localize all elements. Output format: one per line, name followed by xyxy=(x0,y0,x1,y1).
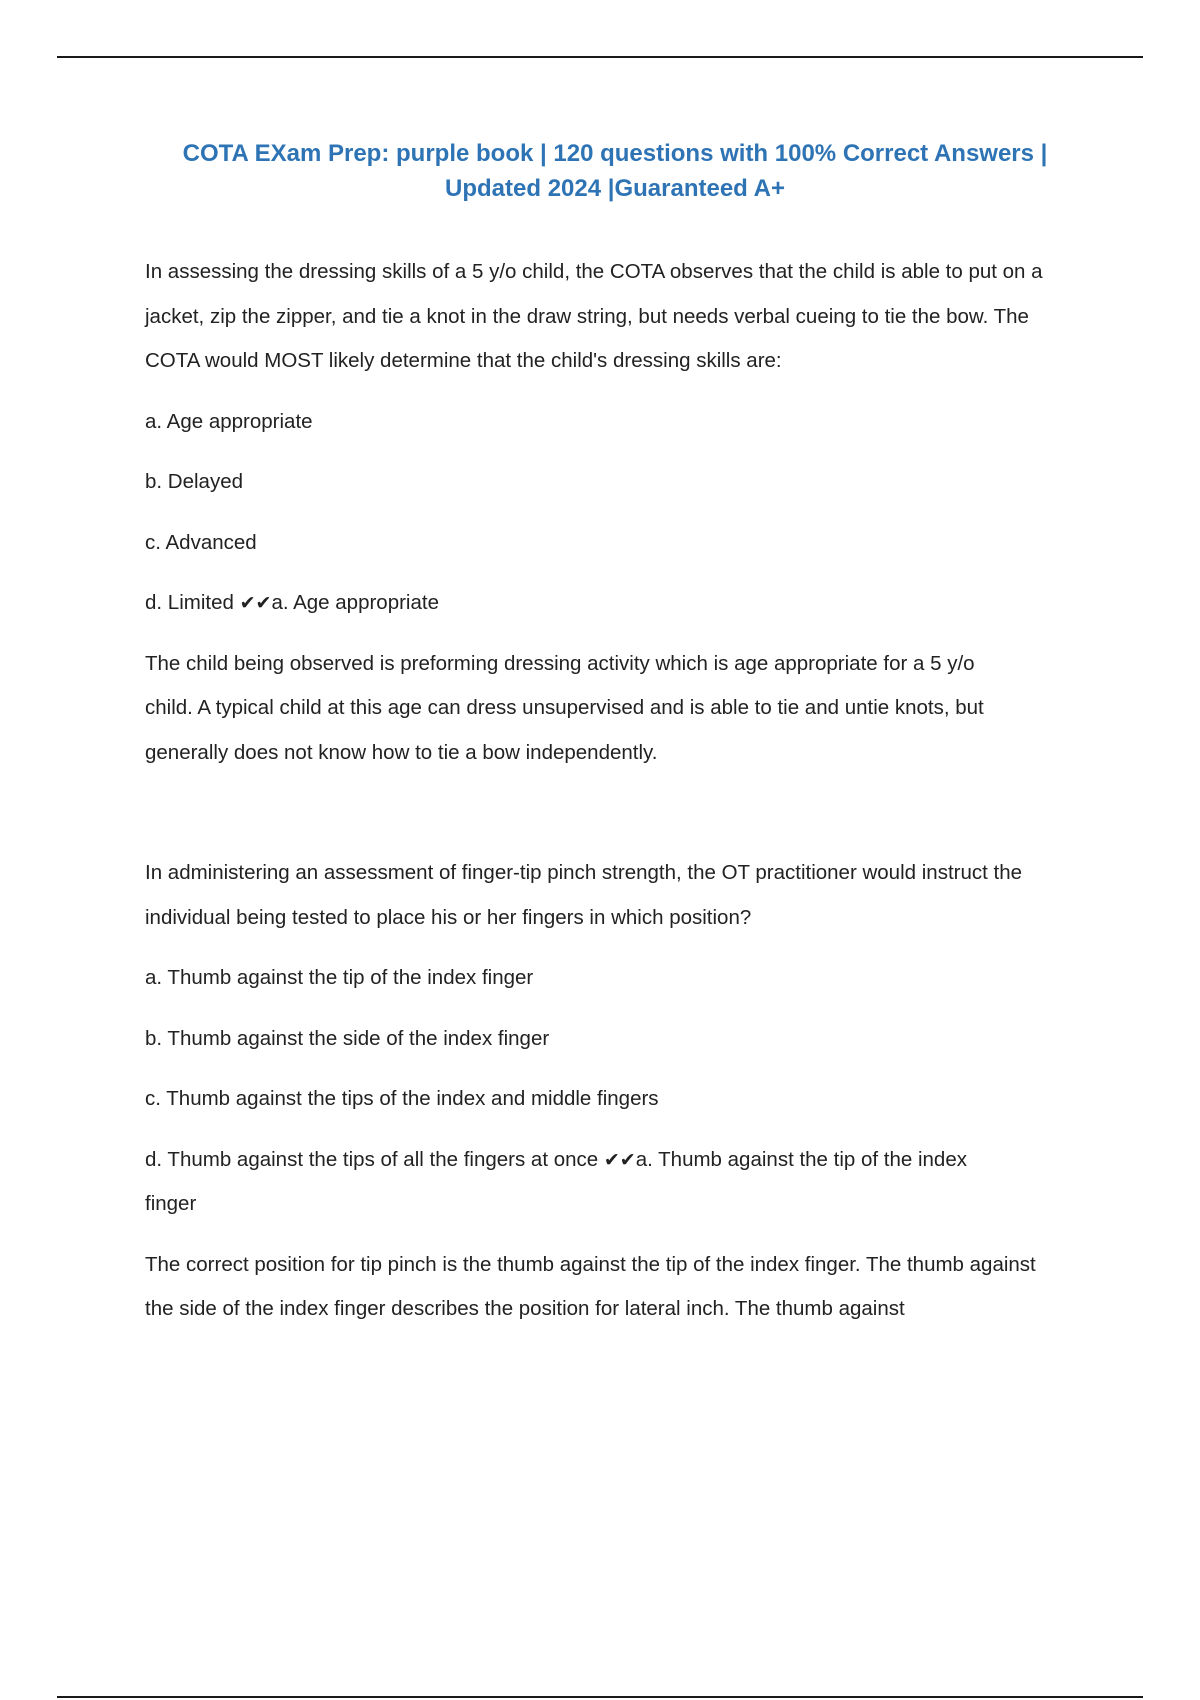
answer-option: b. Thumb against the side of the index finger xyxy=(145,1026,550,1050)
correct-answer: a. Age appropriate xyxy=(271,591,439,614)
checkmark-icon: ✔✔ xyxy=(603,1148,636,1171)
document-body xyxy=(145,250,1095,1332)
answer-explanation: The child being observed is preforming dressing activity which is age appropriate for a 5 y/o child. A typical child at this age can dress unsupervised and is able to tie and untie knots, but generally does not know how to tie a bow independently. xyxy=(145,651,984,764)
answer-option: a. Thumb against the tip of the index finger xyxy=(145,966,534,989)
answer-option: c. Thumb against the tips of the index and middle fingers xyxy=(145,1087,659,1110)
question-prompt: In administering an assessment of finger-tip pinch strength, the OT practitioner would instruct the individual being tested to place his or her fingers in which position? xyxy=(145,861,1023,929)
answer-option: d. Thumb against the tips of all the fingers at once xyxy=(145,1147,599,1171)
answer-explanation: The correct position for tip pinch is the thumb against the tip of the index finger. The thumb against the side of the index finger describes the position for lateral inch. The thumb against xyxy=(145,1252,1036,1320)
answer-option: b. Delayed xyxy=(145,470,244,493)
checkmark-icon: ✔✔ xyxy=(239,592,272,614)
answer-option: d. Limited xyxy=(145,591,234,614)
answer-line xyxy=(145,1138,1005,1227)
document-title: COTA EXam Prep: purple book | 120 questions with 100% Correct Answers | Updated 2024 |Guaranteed A+ xyxy=(182,140,1048,202)
header-rule xyxy=(57,56,1143,58)
answer-line xyxy=(145,581,1095,626)
footer-rule xyxy=(57,1696,1143,1698)
answer-option: c. Advanced xyxy=(145,530,257,554)
question-prompt: In assessing the dressing skills of a 5 y/o child, the COTA observes that the child is able to put on a jacket, zip the zipper, and tie a knot in the draw string, but needs verbal cueing to tie the bow. The COTA would MOST likely determine that the child's dressing skills are: xyxy=(145,260,1043,372)
answer-option: a. Age appropriate xyxy=(145,409,313,433)
correct-answer: a. Thumb against the tip of the index finger xyxy=(145,1147,967,1215)
